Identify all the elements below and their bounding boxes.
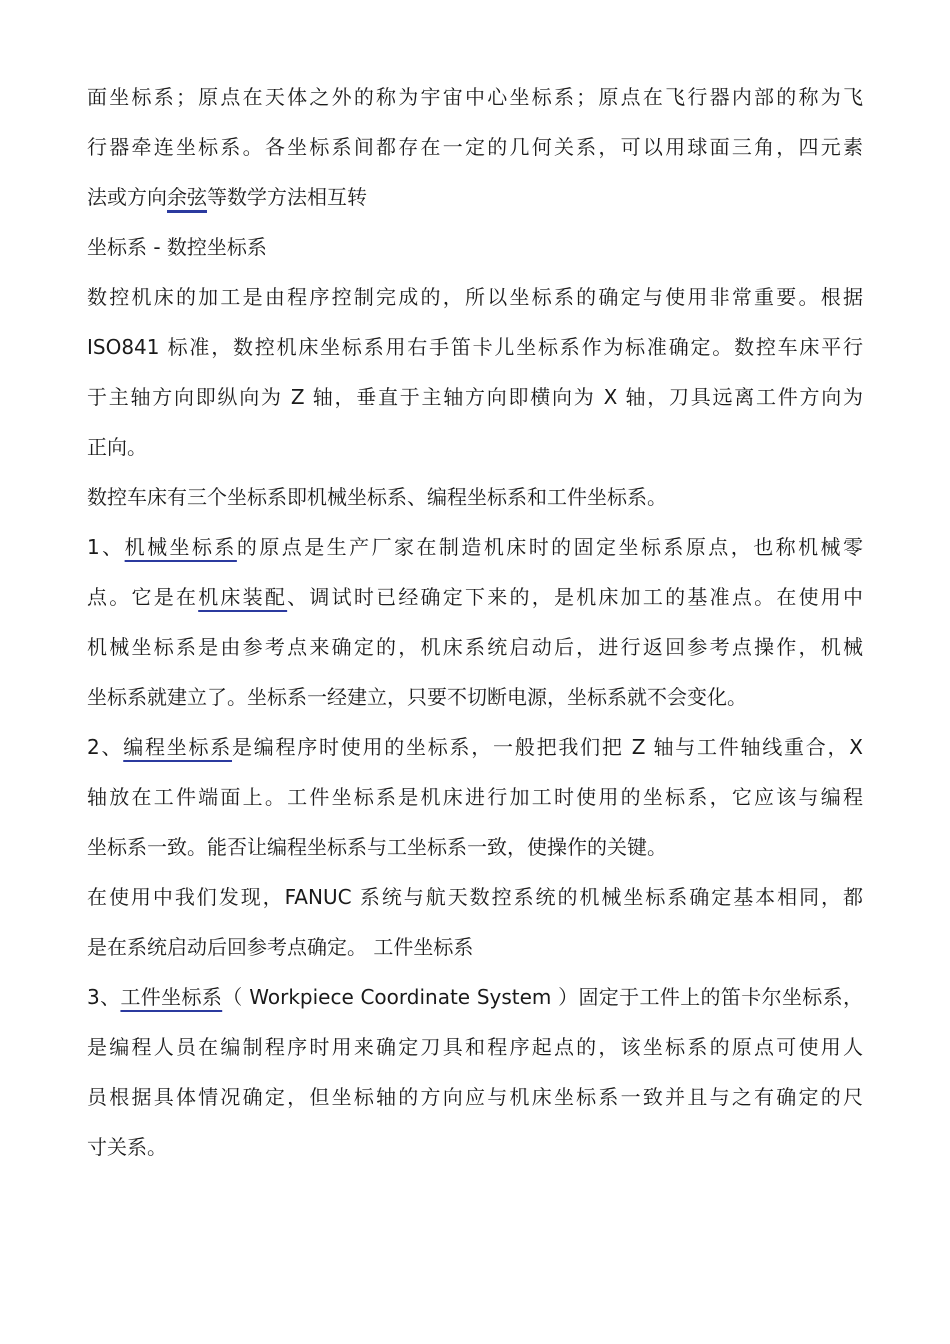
text-line: 机械坐标系是由参考点来确定的，机床系统启动后，进行返回参考点操作，机械 bbox=[87, 635, 863, 659]
text-line bbox=[87, 972, 863, 1022]
text-line: 是编程人员在编制程序时用来确定刀具和程序起点的，该坐标系的原点可使用人 bbox=[87, 1035, 863, 1059]
hyperlink-term[interactable]: 工件坐标系 bbox=[120, 985, 223, 1009]
text-line bbox=[87, 172, 863, 222]
line-text: 是编程序时使用的坐标系，一般把我们把 Z 轴与工件轴线重合，X bbox=[232, 735, 863, 759]
text-line: 数控车床有三个坐标系即机械坐标系、编程坐标系和工件坐标系。 bbox=[87, 485, 667, 509]
text-line: 寸关系。 bbox=[87, 1135, 167, 1159]
text-line: 坐标系 - 数控坐标系 bbox=[87, 235, 267, 259]
text-line: 是在系统启动后回参考点确定。 工件坐标系 bbox=[87, 935, 474, 959]
document-body bbox=[87, 72, 863, 1172]
text-line: 数控机床的加工是由程序控制完成的，所以坐标系的确定与使用非常重要。根据 bbox=[87, 285, 863, 309]
text-line: 员根据具体情况确定，但坐标轴的方向应与机床坐标系一致并且与之有确定的尺 bbox=[87, 1085, 863, 1109]
text-line: 在使用中我们发现，FANUC 系统与航天数控系统的机械坐标系确定基本相同，都 bbox=[87, 885, 863, 909]
text-line: 面坐标系；原点在天体之外的称为宇宙中心坐标系；原点在飞行器内部的称为飞 bbox=[87, 85, 863, 109]
line-text: 、调试时已经确定下来的，是机床加工的基准点。在使用中 bbox=[287, 585, 864, 609]
text-line: 于主轴方向即纵向为 Z 轴，垂直于主轴方向即横向为 X 轴，刀具远离工件方向为 bbox=[87, 385, 863, 409]
text-line bbox=[87, 522, 863, 572]
line-text: 2、 bbox=[87, 735, 124, 759]
text-line: 坐标系一致。能否让编程坐标系与工坐标系一致，使操作的关键。 bbox=[87, 835, 667, 859]
line-text: （ Workpiece Coordinate System ）固定于工件上的笛卡尔坐标系， bbox=[222, 985, 864, 1009]
text-line: ISO841 标准，数控机床坐标系用右手笛卡儿坐标系作为标准确定。数控车床平行 bbox=[87, 335, 863, 359]
text-line: 行器牵连坐标系。各坐标系间都存在一定的几何关系，可以用球面三角，四元素 bbox=[87, 135, 863, 159]
text-line bbox=[87, 722, 863, 772]
text-line: 坐标系就建立了。坐标系一经建立，只要不切断电源，坐标系就不会变化。 bbox=[87, 685, 747, 709]
text-line: 轴放在工件端面上。工件坐标系是机床进行加工时使用的坐标系，它应该与编程 bbox=[87, 785, 863, 809]
line-text: 法或方向 bbox=[87, 185, 167, 209]
line-text: 等数学方法相互转 bbox=[207, 185, 367, 209]
hyperlink-term[interactable]: 机械坐标系 bbox=[124, 535, 237, 559]
hyperlink-term[interactable]: 机床装配 bbox=[198, 585, 288, 609]
line-text: 3、 bbox=[87, 985, 121, 1009]
text-line: 正向。 bbox=[87, 435, 147, 459]
text-line bbox=[87, 572, 863, 622]
line-text: 1、 bbox=[87, 535, 125, 559]
hyperlink-term[interactable]: 编程坐标系 bbox=[123, 735, 233, 759]
hyperlink-term[interactable]: 余弦 bbox=[167, 185, 207, 209]
line-text: 的原点是生产厂家在制造机床时的固定坐标系原点，也称机械零 bbox=[236, 535, 863, 559]
line-text: 点。它是在 bbox=[87, 585, 199, 609]
